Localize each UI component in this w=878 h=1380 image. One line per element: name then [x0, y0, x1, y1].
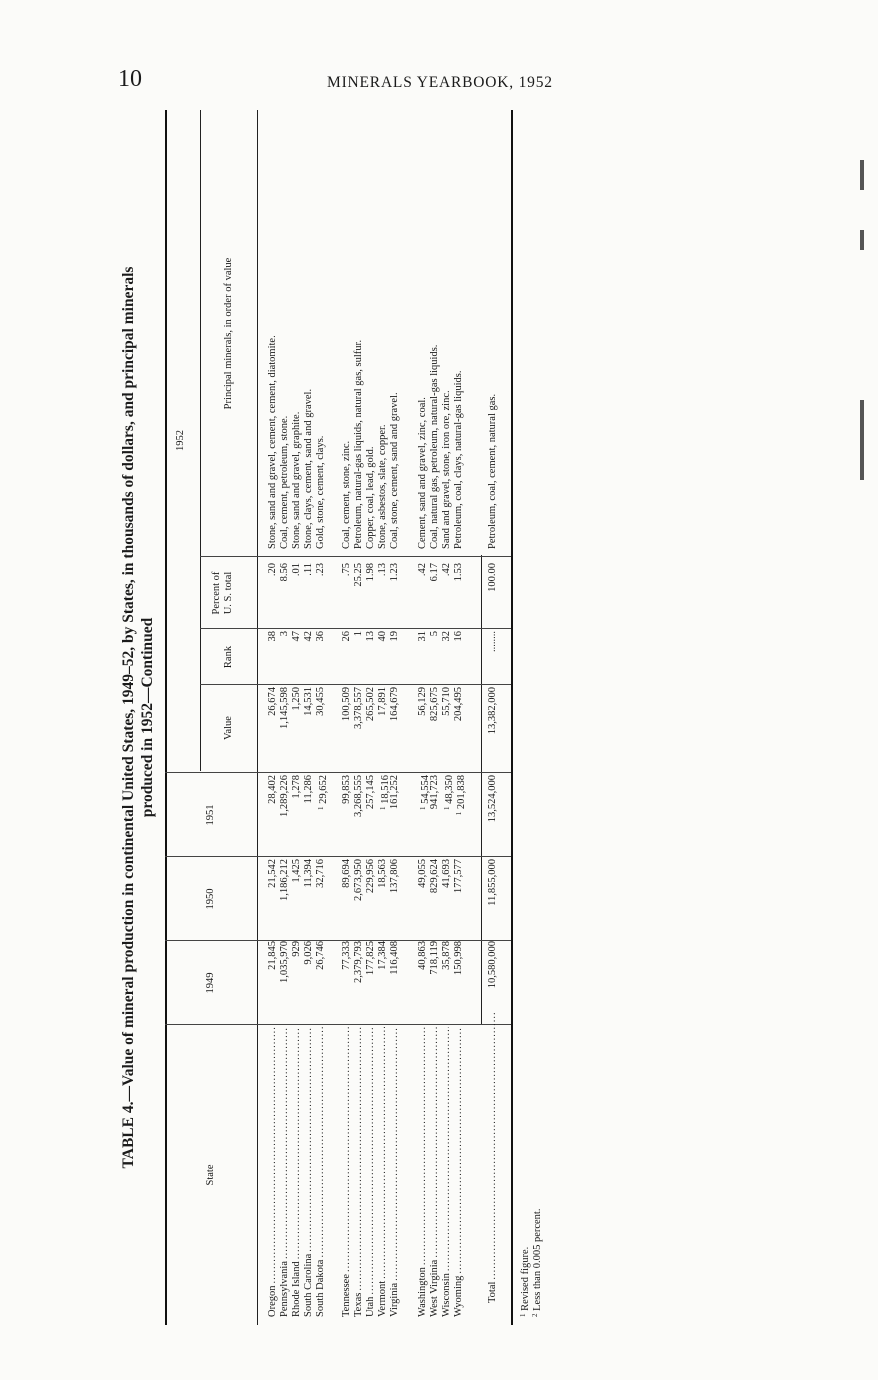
- percent-cell: [417, 563, 429, 627]
- value-1950-cell: [353, 859, 365, 939]
- value-1949-cell-text: 9,026: [303, 941, 314, 965]
- state-cell-text: West Virginia: [429, 1259, 440, 1317]
- value-1952-cell-text: 55,710: [441, 687, 452, 716]
- header-percent-line-2: U. S. total: [223, 571, 234, 615]
- value-1950-cell-text: 32,716: [315, 859, 326, 888]
- footnote-ref: 1: [317, 806, 325, 810]
- total-value-1950-cell: 11,855,000: [487, 859, 498, 906]
- value-1952-cell: [377, 687, 389, 771]
- percent-cell-text: 1.98: [365, 563, 376, 582]
- state-cell-text: Wyoming: [453, 1275, 464, 1317]
- value-1951-cell: [453, 775, 468, 855]
- value-1950-cell-text: 41,693: [441, 859, 452, 888]
- value-1952-cell-text: 204,495: [453, 687, 464, 722]
- table-top-rule: [165, 110, 167, 1325]
- state-cell-text: Vermont: [377, 1280, 388, 1317]
- value-1949-cell-text: 116,408: [389, 941, 400, 975]
- value-1952-cell-text: 3,378,557: [353, 687, 364, 729]
- percent-cell-text: 1.23: [389, 563, 400, 582]
- value-1951-cell: [353, 775, 365, 855]
- rank-cell-text: 40: [377, 631, 388, 642]
- footnote-1-text: Revised figure.: [520, 1246, 531, 1311]
- minerals-cell-text: Petroleum, coal, clays, natural-gas liquids.: [453, 370, 464, 549]
- state-cell-text: Tennessee: [341, 1274, 352, 1317]
- value-1952-cell: [389, 687, 401, 771]
- rank-cell: [303, 631, 315, 683]
- minerals-cell-text: Gold, stone, cement, clays.: [315, 435, 326, 549]
- value-1951-cell-text: 28,402: [267, 775, 278, 804]
- divider-value: [200, 684, 511, 685]
- state-cell: [291, 1027, 303, 1317]
- rank-cell-text: 36: [315, 631, 326, 642]
- value-1952-cell: [453, 687, 465, 771]
- value-1951-cell-text: 1,278: [291, 775, 302, 799]
- percent-cell: [365, 563, 377, 627]
- value-1952-cell: [365, 687, 377, 771]
- table-bottom-rule: [511, 110, 513, 1325]
- percent-cell: [377, 563, 389, 627]
- state-cell: [453, 1027, 465, 1317]
- value-1949-cell-text: 77,333: [341, 941, 352, 970]
- table-caption: [119, 110, 157, 1325]
- minerals-cell-text: Stone, sand and gravel, cement, cement, diatomite.: [267, 335, 278, 549]
- value-1951-cell: [315, 775, 330, 855]
- percent-cell: [315, 563, 327, 627]
- rank-cell: [377, 631, 389, 683]
- scan-edge-mark: [860, 400, 864, 480]
- footnote-2-text: Less than 0.005 percent.: [532, 1208, 543, 1311]
- minerals-cell-text: Stone, clays, cement, sand and gravel.: [303, 388, 314, 549]
- value-1951-cell: [279, 775, 291, 855]
- value-1949-cell-text: 26,746: [315, 941, 326, 970]
- value-1949-cell: [303, 941, 315, 1023]
- minerals-cell: [441, 129, 453, 549]
- percent-cell-text: .23: [315, 563, 326, 577]
- scan-edge-mark: [860, 230, 864, 250]
- value-1952-cell: [353, 687, 365, 771]
- rank-cell: [429, 631, 441, 683]
- percent-cell: [441, 563, 453, 627]
- percent-cell-text: .11: [303, 563, 314, 576]
- percent-cell: [291, 563, 303, 627]
- value-1952-cell-text: 825,675: [429, 687, 440, 722]
- footnote-ref: 1: [379, 806, 387, 810]
- total-minerals-cell: Petroleum, coal, cement, natural gas.: [487, 393, 498, 549]
- rank-cell: [353, 631, 365, 683]
- rotated-table: [113, 110, 543, 1325]
- rank-cell: [267, 631, 279, 683]
- value-1949-cell: [417, 941, 429, 1023]
- rank-cell: [417, 631, 429, 683]
- value-1950-cell-text: 89,694: [341, 859, 352, 888]
- minerals-cell-text: Stone, sand and gravel, graphite.: [291, 411, 302, 549]
- value-1950-cell: [453, 859, 465, 939]
- percent-cell: [279, 563, 291, 627]
- rank-cell-text: 31: [417, 631, 428, 642]
- state-cell: [365, 1027, 377, 1317]
- percent-cell-text: 6.17: [429, 563, 440, 582]
- header-1950: 1950: [205, 888, 216, 910]
- rank-cell-text: 42: [303, 631, 314, 642]
- value-1949-cell-text: 718,119: [429, 941, 440, 975]
- value-1950-cell: [291, 859, 303, 939]
- state-cell-text: South Dakota: [315, 1259, 326, 1317]
- value-1952-cell-text: 164,679: [389, 687, 400, 722]
- percent-cell: [389, 563, 401, 627]
- state-cell-text: Texas: [353, 1292, 364, 1317]
- value-1949-cell: [365, 941, 377, 1023]
- header-value: Value: [223, 716, 234, 740]
- state-cell-text: Rhode Island: [291, 1261, 302, 1317]
- rank-cell-text: 5: [429, 631, 440, 637]
- header-minerals: Principal minerals, in order of value: [223, 257, 234, 410]
- value-1950-cell-text: 137,806: [389, 859, 400, 894]
- rank-cell-text: 26: [341, 631, 352, 642]
- rank-cell-text: 3: [279, 631, 290, 637]
- minerals-cell-text: Coal, stone, cement, sand and gravel.: [389, 392, 400, 549]
- value-1950-cell-text: 18,563: [377, 859, 388, 888]
- value-1949-cell: [389, 941, 401, 1023]
- value-1949-cell-text: 21,845: [267, 941, 278, 970]
- rank-cell-text: 19: [389, 631, 400, 642]
- minerals-cell: [279, 129, 291, 549]
- total-value-1951-cell: 13,524,000: [487, 775, 498, 823]
- footnote-ref: 1: [443, 806, 451, 810]
- minerals-cell: [365, 129, 377, 549]
- value-1950-cell-text: 829,624: [429, 859, 440, 894]
- value-1950-cell-text: 229,956: [365, 859, 376, 894]
- header-1952: 1952: [175, 430, 186, 451]
- minerals-cell-text: Copper, coal, lead, gold.: [365, 446, 376, 549]
- rank-cell-text: 47: [291, 631, 302, 642]
- value-1950-cell: [341, 859, 353, 939]
- minerals-cell: [377, 129, 389, 549]
- value-1952-cell-text: 56,129: [417, 687, 428, 716]
- value-1951-cell-text: 18,516: [380, 775, 391, 804]
- percent-cell-text: .13: [377, 563, 388, 577]
- value-1950-cell: [429, 859, 441, 939]
- rank-cell: [441, 631, 453, 683]
- state-cell: [417, 1027, 429, 1317]
- caption-line-1: TABLE 4.—Value of mineral production in continental United States, 1949–52, by States, in thousands of dollars, and principal minerals: [120, 266, 137, 1169]
- rank-cell-text: 16: [453, 631, 464, 642]
- state-cell: [441, 1027, 453, 1317]
- value-1950-cell-text: 11,394: [303, 859, 314, 888]
- percent-cell-text: .01: [291, 563, 302, 577]
- value-1950-cell: [279, 859, 291, 939]
- value-1952-cell: [341, 687, 353, 771]
- rank-cell-text: 32: [441, 631, 452, 642]
- value-1951-cell: [291, 775, 303, 855]
- rank-cell-text: 1: [353, 631, 364, 637]
- value-1952-cell-text: 265,502: [365, 687, 376, 722]
- value-1950-cell: [417, 859, 429, 939]
- value-1949-cell: [341, 941, 353, 1023]
- minerals-cell: [453, 129, 465, 549]
- total-percent-cell: 100.00: [487, 563, 498, 592]
- divider-rank: [200, 628, 511, 629]
- footnote-ref: 1: [419, 806, 427, 810]
- header-1949: 1949: [205, 972, 216, 994]
- value-1951-cell-text: 48,350: [444, 775, 455, 804]
- page-number: 10: [118, 66, 142, 92]
- state-cell: [389, 1027, 401, 1317]
- minerals-cell: [417, 129, 429, 549]
- value-1951-cell-text: 29,652: [318, 775, 329, 804]
- value-1950-cell: [441, 859, 453, 939]
- value-1949-cell: [279, 941, 291, 1023]
- value-1950-cell-text: 21,542: [267, 859, 278, 888]
- value-1951-cell: [365, 775, 377, 855]
- minerals-cell-text: Stone, asbestos, slate, copper.: [377, 424, 388, 549]
- footnote-2-mark: 2: [531, 1313, 539, 1317]
- value-1952-cell-text: 1,250: [291, 687, 302, 711]
- running-head: MINERALS YEARBOOK, 1952: [327, 74, 553, 91]
- value-1951-cell-text: 54,554: [420, 775, 431, 804]
- value-1949-cell-text: 17,384: [377, 941, 388, 970]
- value-1951-cell: [303, 775, 315, 855]
- minerals-cell: [353, 129, 365, 549]
- value-1951-cell-text: 201,838: [456, 775, 467, 810]
- minerals-cell-text: Coal, cement, petroleum, stone.: [279, 415, 290, 549]
- percent-cell-text: .20: [267, 563, 278, 577]
- value-1950-cell-text: 1,186,212: [279, 859, 290, 901]
- header-1951: 1951: [205, 804, 216, 826]
- state-cell: [303, 1027, 315, 1317]
- rank-cell: [365, 631, 377, 683]
- rank-cell: [291, 631, 303, 683]
- value-1950-cell-text: 49,055: [417, 859, 428, 888]
- minerals-cell-text: Petroleum, natural-gas liquids, natural gas, sulfur.: [353, 339, 364, 549]
- state-cell: [315, 1027, 327, 1317]
- caption-line-2: produced in 1952—Continued: [139, 617, 156, 818]
- value-1950-cell: [365, 859, 377, 939]
- state-cell: [353, 1027, 365, 1317]
- value-1949-cell: [441, 941, 453, 1023]
- state-cell-text: Utah: [365, 1296, 376, 1317]
- state-cell: [377, 1027, 389, 1317]
- state-cell: [279, 1027, 291, 1317]
- value-1952-cell: [441, 687, 453, 771]
- percent-cell-text: .75: [341, 563, 352, 577]
- value-1951-cell-text: 11,286: [303, 775, 314, 804]
- state-cell: [267, 1027, 279, 1317]
- value-1949-cell-text: 35,878: [441, 941, 452, 970]
- footnote-1-mark: 1: [519, 1313, 527, 1317]
- value-1952-cell-text: 14,531: [303, 687, 314, 716]
- value-1950-cell: [315, 859, 327, 939]
- percent-cell: [453, 563, 465, 627]
- header-state: State: [205, 1164, 216, 1186]
- value-1952-cell: [315, 687, 327, 771]
- value-1949-cell-text: 2,379,793: [353, 941, 364, 983]
- value-1951-cell: [267, 775, 279, 855]
- value-1949-cell-text: 150,998: [453, 941, 464, 976]
- value-1951-cell: [389, 775, 401, 855]
- total-rank-cell: ........: [487, 631, 498, 652]
- state-cell-text: South Carolina: [303, 1253, 314, 1317]
- value-1951-cell: [429, 775, 441, 855]
- value-1949-cell-text: 177,825: [365, 941, 376, 976]
- value-1949-cell: [377, 941, 389, 1023]
- value-1951-cell-text: 3,268,555: [353, 775, 364, 817]
- state-cell-text: Wisconsin: [441, 1273, 452, 1317]
- percent-cell-text: 25.25: [353, 563, 364, 587]
- value-1949-cell: [291, 941, 303, 1023]
- value-1951-cell-text: 99,853: [341, 775, 352, 804]
- percent-cell: [303, 563, 315, 627]
- divider-percent: [200, 556, 511, 557]
- value-1949-cell: [267, 941, 279, 1023]
- rank-cell-text: 38: [267, 631, 278, 642]
- minerals-cell-text: Sand and gravel, stone, iron ore, zinc.: [441, 390, 452, 549]
- minerals-cell: [303, 129, 315, 549]
- value-1949-cell: [429, 941, 441, 1023]
- total-value-1952-cell: 13,382,000: [487, 687, 498, 735]
- value-1951-cell-text: 257,145: [365, 775, 376, 810]
- minerals-cell-text: Coal, cement, stone, zinc.: [341, 440, 352, 549]
- value-1949-cell: [353, 941, 365, 1023]
- total-state-cell: Total .....: [487, 1013, 499, 1303]
- value-1950-cell: [267, 859, 279, 939]
- value-1950-cell: [303, 859, 315, 939]
- value-1952-cell: [279, 687, 291, 771]
- minerals-cell-text: Coal, natural gas, petroleum, natural-gas liquids.: [429, 344, 440, 549]
- value-1950-cell: [377, 859, 389, 939]
- scan-edge-mark: [860, 160, 864, 190]
- value-1949-cell-text: 1,035,970: [279, 941, 290, 983]
- value-1951-cell-text: 941,723: [429, 775, 440, 810]
- value-1952-cell: [417, 687, 429, 771]
- percent-cell-text: 8.56: [279, 563, 290, 582]
- minerals-cell: [341, 129, 353, 549]
- value-1949-cell: [453, 941, 465, 1023]
- value-1952-cell-text: 1,145,598: [279, 687, 290, 729]
- rank-cell: [341, 631, 353, 683]
- header-percent-line-1: Percent of: [211, 571, 222, 615]
- minerals-cell: [389, 129, 401, 549]
- percent-cell: [429, 563, 441, 627]
- value-1950-cell-text: 2,673,950: [353, 859, 364, 901]
- value-1952-cell: [303, 687, 315, 771]
- percent-cell-text: .42: [417, 563, 428, 577]
- rank-cell: [389, 631, 401, 683]
- value-1952-cell: [291, 687, 303, 771]
- value-1952-cell-text: 100,509: [341, 687, 352, 722]
- value-1952-cell-text: 30,455: [315, 687, 326, 716]
- state-cell: [429, 1027, 441, 1317]
- percent-cell: [341, 563, 353, 627]
- header-rank: Rank: [223, 645, 234, 669]
- value-1949-cell-text: 40,863: [417, 941, 428, 970]
- state-cell-text: Pennsylvania: [279, 1261, 290, 1317]
- value-1949-cell: [315, 941, 327, 1023]
- rank-cell: [279, 631, 291, 683]
- rank-cell: [453, 631, 465, 683]
- value-1950-cell-text: 177,577: [453, 859, 464, 894]
- footnote-ref: 1: [455, 811, 463, 816]
- percent-cell: [353, 563, 365, 627]
- state-cell-text: Oregon: [267, 1285, 278, 1317]
- value-1952-cell-text: 26,674: [267, 687, 278, 716]
- minerals-cell: [291, 129, 303, 549]
- percent-cell-text: .42: [441, 563, 452, 577]
- value-1950-cell: [389, 859, 401, 939]
- header-percent: [211, 557, 235, 629]
- minerals-cell-text: Cement, sand and gravel, zinc, coal.: [417, 397, 428, 549]
- minerals-cell: [315, 129, 327, 549]
- rank-cell-text: 13: [365, 631, 376, 642]
- value-1951-cell: [341, 775, 353, 855]
- value-1952-cell: [429, 687, 441, 771]
- percent-cell: [267, 563, 279, 627]
- value-1949-cell-text: 929: [291, 941, 302, 957]
- footnote-2: [529, 1209, 544, 1317]
- state-cell-text: Virginia: [389, 1282, 400, 1317]
- minerals-cell: [429, 129, 441, 549]
- rank-cell: [315, 631, 327, 683]
- value-1952-cell-text: 17,891: [377, 687, 388, 716]
- minerals-cell: [267, 129, 279, 549]
- percent-cell-text: 1.53: [453, 563, 464, 582]
- value-1952-cell: [267, 687, 279, 771]
- state-cell-text: Washington: [417, 1267, 428, 1317]
- value-1950-cell-text: 1,425: [291, 859, 302, 883]
- value-1951-cell-text: 161,252: [389, 775, 400, 810]
- state-cell: [341, 1027, 353, 1317]
- total-rule: [481, 555, 482, 1025]
- header-bottom-rule: [257, 110, 258, 1325]
- year-1952-rule: [200, 110, 201, 771]
- total-value-1949-cell: 10,580,000: [487, 941, 498, 989]
- value-1951-cell-text: 1,289,226: [279, 775, 290, 817]
